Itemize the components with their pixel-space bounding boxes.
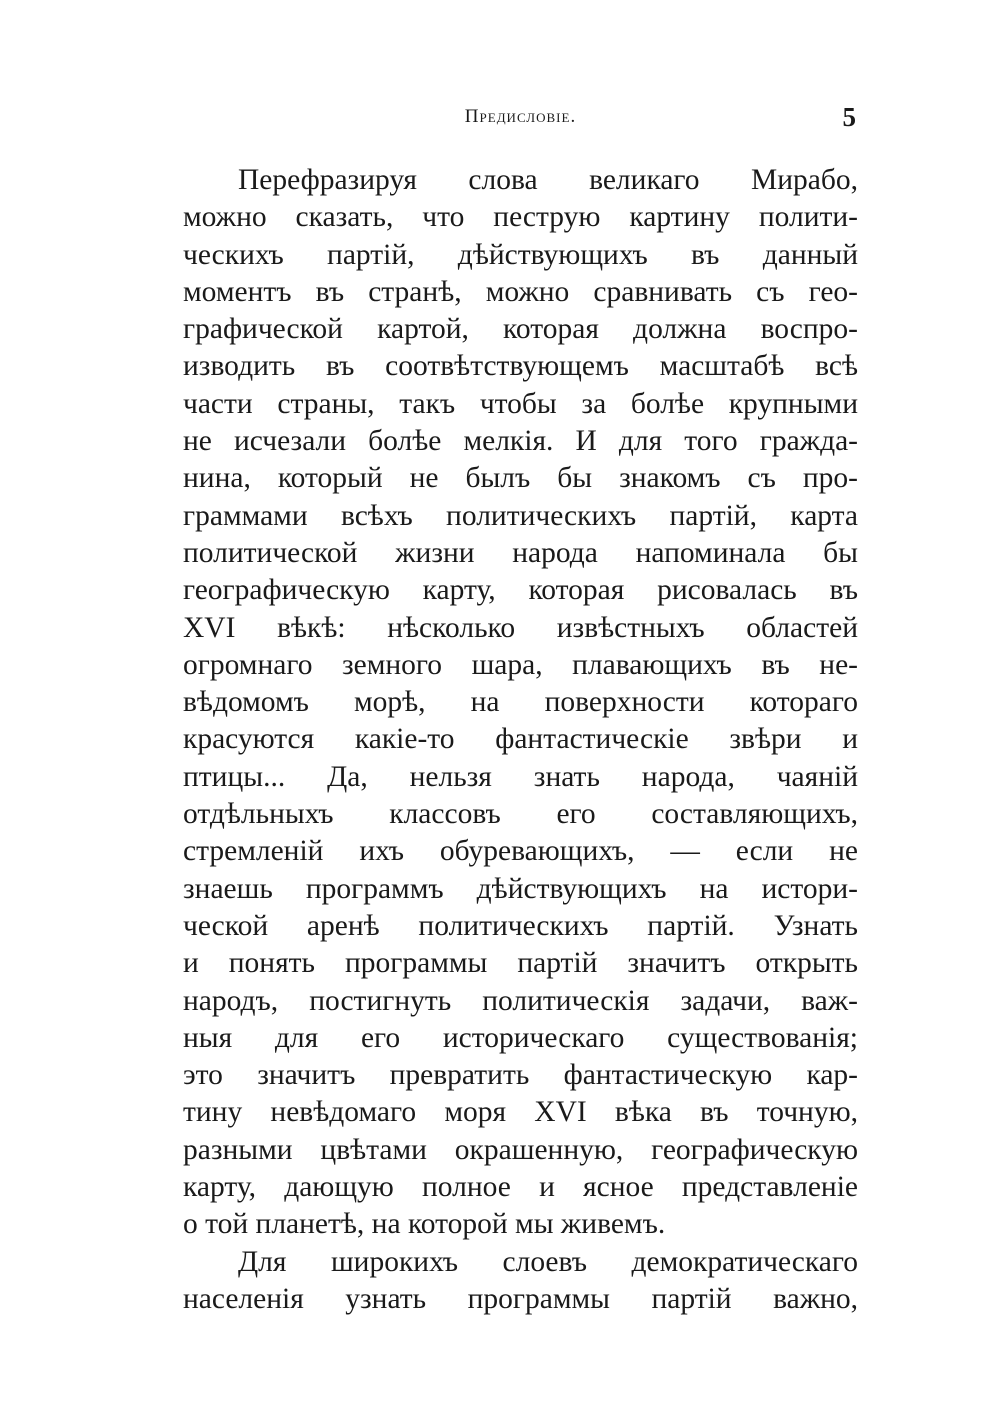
- text-line: и понять программы партій значитъ открыть: [183, 947, 858, 980]
- text-line: разными цвѣтами окрашенную, географическую: [183, 1133, 858, 1166]
- text-line: графической картой, которая должна воспро-: [183, 313, 858, 346]
- text-line: народъ, постигнуть политическія задачи, важ-: [183, 984, 858, 1017]
- text-line: XVI вѣкѣ: нѣсколько извѣстныхъ областей: [183, 611, 858, 644]
- text-line: изводить въ соотвѣтствующемъ масштабѣ всѣ: [183, 350, 858, 383]
- text-line: стремленій ихъ обуревающихъ, — если не: [183, 835, 858, 868]
- paragraph: [183, 162, 858, 1244]
- text-line: вѣдомомъ морѣ, на поверхности котораго: [183, 686, 858, 719]
- text-line: огромнаго земного шара, плавающихъ въ не-: [183, 648, 858, 681]
- text-line: нина, который не былъ бы знакомъ съ про-: [183, 462, 858, 495]
- page-number: 5: [842, 102, 856, 132]
- text-line: части страны, такъ чтобы за болѣе крупными: [183, 387, 858, 420]
- text-line: ныя для его историческаго существованія;: [183, 1021, 858, 1054]
- text-line: Для широкихъ слоевъ демократическаго: [238, 1245, 858, 1278]
- text-line: тину невѣдомаго моря XVI вѣка въ точную,: [183, 1096, 858, 1129]
- text-line: географическую карту, которая рисовалась въ: [183, 574, 858, 607]
- text-line: о той планетѣ, на которой мы живемъ.: [183, 1208, 666, 1241]
- text-line: карту, дающую полное и ясное представленіе: [183, 1171, 858, 1204]
- text-line: населенія узнать программы партій важно,: [183, 1282, 858, 1315]
- text-line: моментъ въ странѣ, можно сравнивать съ гео-: [183, 275, 858, 308]
- text-line: знаешь программъ дѣйствующихъ на истори-: [183, 872, 858, 905]
- chapter-title: Предисловіе.: [464, 106, 577, 127]
- text-line: можно сказать, что пеструю картину полити-: [183, 201, 858, 234]
- text-line: политической жизни народа напоминала бы: [183, 536, 858, 569]
- text-line: ческихъ партій, дѣйствующихъ въ данный: [183, 238, 858, 271]
- text-line: птицы... Да, нельзя знать народа, чаяній: [183, 760, 858, 793]
- text-line: красуются какіе-то фантастическіе звѣри и: [183, 723, 858, 756]
- text-line: Перефразируя слова великаго Мирабо,: [238, 164, 858, 196]
- running-head: [183, 104, 858, 134]
- text-line: отдѣльныхъ классовъ его составляющихъ,: [183, 798, 858, 831]
- paragraph: [183, 1244, 858, 1319]
- text-line: это значитъ превратить фантастическую кар-: [183, 1059, 858, 1092]
- text-line: граммами всѣхъ политическихъ партій, карта: [183, 499, 858, 532]
- text-line: ческой аренѣ политическихъ партій. Узнать: [183, 909, 858, 942]
- body-text: [183, 162, 858, 1318]
- text-line: не исчезали болѣе мелкія. И для того гражда-: [183, 425, 858, 458]
